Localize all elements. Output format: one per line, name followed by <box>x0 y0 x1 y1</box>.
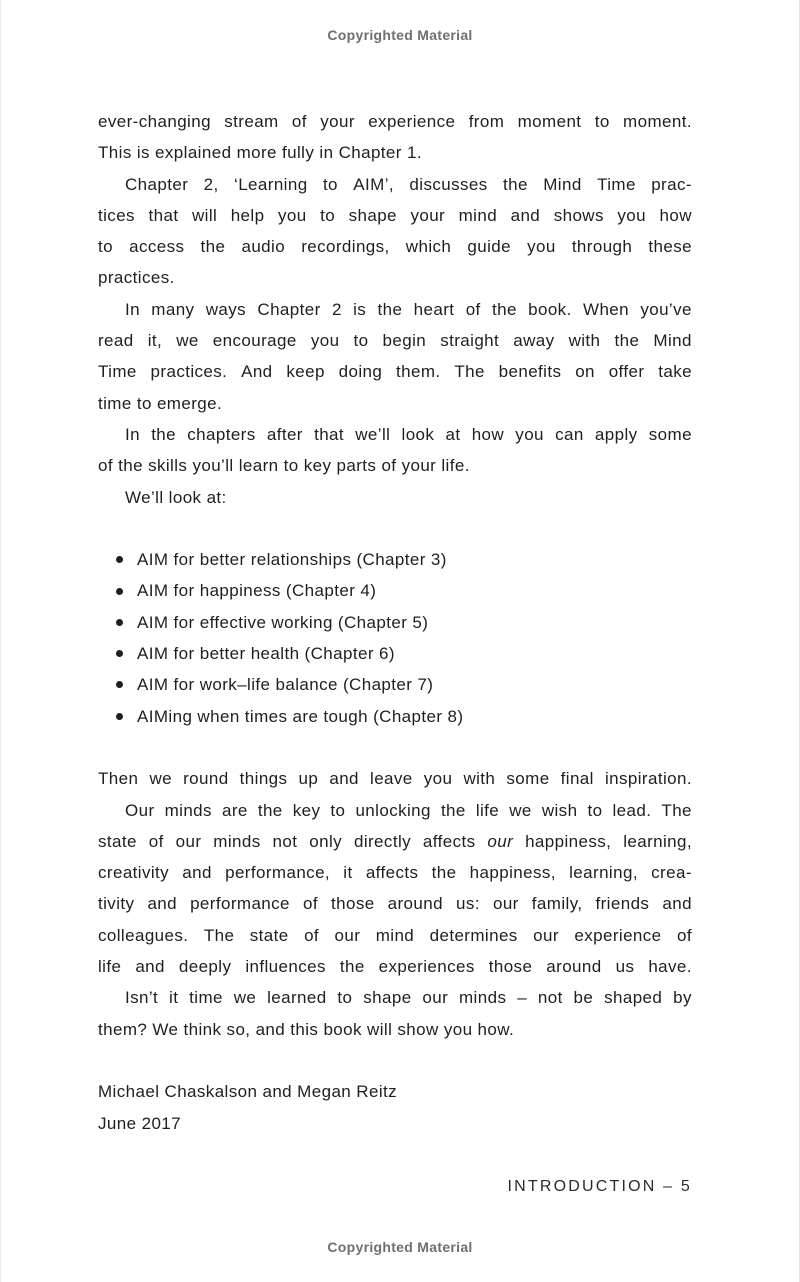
text-line: time to emerge. <box>98 393 223 413</box>
paragraph <box>98 169 692 294</box>
text-line: to access the audio recordings, which guide you through these <box>98 237 692 257</box>
list-item <box>98 669 692 700</box>
bullet-icon <box>116 681 123 688</box>
text-line: Time practices. And keep doing them. The benefits on offer take <box>98 362 692 382</box>
text-line: of the skills you’ll learn to key parts of your life. <box>98 456 470 476</box>
text-line: colleagues. The state of our mind determines our experience of <box>98 925 692 945</box>
list-item-label: AIM for effective working (Chapter 5) <box>137 612 429 632</box>
list-item-label: AIM for better relationships (Chapter 3) <box>137 550 447 570</box>
copyright-notice-bottom: Copyrighted Material <box>327 1239 473 1255</box>
signature-block <box>98 1076 692 1139</box>
bullet-icon <box>116 650 123 657</box>
paragraph <box>98 294 692 419</box>
text-line: In the chapters after that we’ll look at how you can apply some <box>125 424 692 444</box>
list-item <box>98 607 692 638</box>
bullet-icon <box>116 619 123 626</box>
paragraph <box>98 419 692 482</box>
paragraph <box>98 482 692 513</box>
bullet-icon <box>116 588 123 595</box>
list-item-label: AIM for better health (Chapter 6) <box>137 644 395 664</box>
list-item <box>98 575 692 606</box>
footer-section-and-page: INTRODUCTION – 5 <box>507 1178 692 1195</box>
list-item <box>98 638 692 669</box>
text-line: This is explained more fully in Chapter 1. <box>98 143 422 163</box>
text-line: tivity and performance of those around us: our family, friends and <box>98 894 692 914</box>
text-line: life and deeply influences the experiences those around us have. <box>98 957 692 977</box>
list-item <box>98 544 692 575</box>
paragraph <box>98 795 692 983</box>
body-flow <box>98 106 692 1139</box>
text-line: ever-changing stream of your experience from moment to moment. <box>98 112 692 131</box>
paragraph <box>98 763 692 794</box>
bullet-icon <box>116 713 123 720</box>
page-footer <box>98 1178 692 1196</box>
text-line: Then we round things up and leave you with some final inspiration. <box>98 769 692 789</box>
list-item-label: AIM for happiness (Chapter 4) <box>137 581 377 601</box>
text-line: Our minds are the key to unlocking the life we wish to lead. The <box>125 800 692 820</box>
signature-authors: Michael Chaskalson and Megan Reitz <box>98 1082 398 1102</box>
text-line: We’ll look at: <box>125 487 227 507</box>
list-item-label: AIM for work–life balance (Chapter 7) <box>137 675 434 695</box>
paragraph <box>98 982 692 1045</box>
list-item <box>98 701 692 732</box>
text-line: read it, we encourage you to begin straight away with the Mind <box>98 331 692 351</box>
text-line: them? We think so, and this book will show you how. <box>98 1019 515 1039</box>
signature-date: June 2017 <box>98 1113 182 1133</box>
text-line: Isn’t it time we learned to shape our minds – not be shaped by <box>125 988 692 1008</box>
list-item-label: AIMing when times are tough (Chapter 8) <box>137 706 464 726</box>
text-line: tices that will help you to shape your mind and shows you how <box>98 205 692 225</box>
text-line: In many ways Chapter 2 is the heart of the book. When you’ve <box>125 299 692 319</box>
bullet-list <box>98 544 692 732</box>
copyright-notice-top: Copyrighted Material <box>327 27 473 43</box>
paragraph <box>98 106 692 169</box>
bullet-icon <box>116 556 123 563</box>
text-line: Chapter 2, ‘Learning to AIM’, discusses the Mind Time prac- <box>125 174 692 194</box>
text-line: practices. <box>98 268 175 288</box>
text-line: state of our minds not only directly affects our happiness, learning, <box>98 831 692 851</box>
text-line: creativity and performance, it affects the happiness, learning, crea- <box>98 863 692 883</box>
